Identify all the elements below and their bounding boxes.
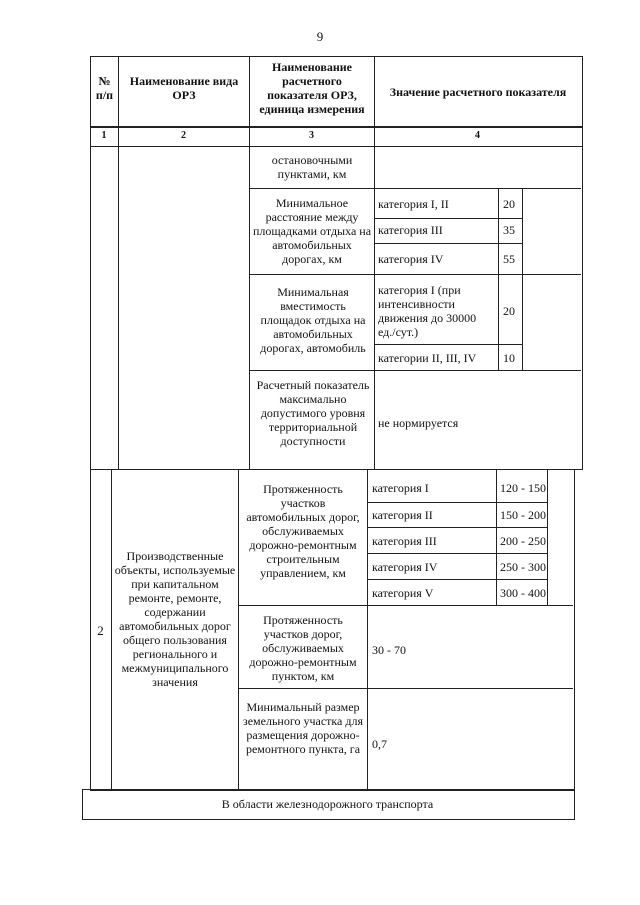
header-col-value: Значение расчетного показателя	[389, 85, 567, 99]
s1-line-d	[249, 274, 581, 275]
drsu-val-3: 200 - 250	[500, 534, 546, 548]
num-3: 3	[309, 130, 314, 141]
drsu-cat-2: категория II	[372, 508, 433, 522]
rest-distance-cat-2: категория III	[378, 223, 443, 237]
section-2-col1-line	[111, 469, 112, 789]
s1-right-edge-inner	[522, 188, 523, 370]
section-2-col2-line	[238, 469, 239, 789]
section-1-col1-line	[118, 145, 119, 469]
drsu-cat-1: категория I	[372, 481, 429, 495]
rest-distance-param: Минимальное расстояние между площадками отдыха на автомобильных дорогах, км	[252, 196, 372, 266]
drsu-val-5: 300 - 400	[500, 586, 546, 600]
s1-line-a	[249, 188, 581, 189]
length-drsu-param: Протяженность участков автомобильных дорог, обслуживаемых дорожно-ремонтным строительным управлением, км	[246, 482, 360, 580]
header-col-number: № п/п	[95, 74, 114, 102]
rest-distance-val-3: 55	[503, 252, 515, 266]
drsu-cat-4: категория IV	[372, 560, 438, 574]
drsu-val-2: 150 - 200	[500, 508, 546, 522]
section-1-col2-line	[249, 145, 250, 469]
rest-distance-val-1: 20	[503, 197, 515, 211]
length-drp-param: Протяженность участков дорог, обслуживаемых дорожно-ремонтным пунктом, км	[249, 613, 357, 683]
rest-distance-val-2: 35	[503, 223, 515, 237]
rest-capacity-cat-1: категория I (при интенсивности движения до 30000 ед./сут.)	[378, 283, 477, 339]
header-col-type: Наименование вида ОРЗ	[129, 74, 239, 102]
accessibility-value: не нормируется	[378, 416, 459, 430]
s2-value-divider	[496, 469, 497, 605]
section-2-col3-line	[367, 469, 368, 789]
s1-line-e	[374, 344, 522, 345]
page-number: 9	[316, 29, 324, 44]
rest-capacity-val-1: 20	[503, 304, 515, 318]
s1-line-c	[374, 243, 522, 244]
section-1-col3-line	[374, 145, 375, 469]
drsu-cat-3: категория III	[372, 534, 437, 548]
s1-value-divider	[498, 188, 499, 370]
s2-right-edge-inner	[547, 469, 548, 605]
s2-line-e	[238, 605, 573, 606]
section-2-type: Производственные объекты, используемые при капитальном ремонте, ремонте, содержании автомобильных дорог общего пользования регионального и межмуниципального значения	[114, 549, 236, 689]
s2-line-f	[238, 688, 573, 689]
s2-line-a	[367, 502, 547, 503]
continued-param: остановочными пунктами, км	[271, 153, 353, 181]
num-1: 1	[101, 130, 107, 141]
s1-line-f	[249, 370, 581, 371]
length-drp-value: 30 - 70	[372, 643, 406, 657]
header-col-parameter: Наименование расчетного показателя ОРЗ, единица измерения	[259, 60, 365, 116]
rest-capacity-val-2: 10	[503, 351, 515, 365]
land-size-value: 0,7	[372, 737, 387, 751]
num-4: 4	[475, 130, 480, 141]
footer-section-title: В области железнодорожного транспорта	[221, 797, 434, 811]
rest-distance-cat-3: категория IV	[378, 252, 444, 266]
s2-line-c	[367, 553, 547, 554]
num-2: 2	[181, 130, 186, 141]
rest-distance-cat-1: категория I, II	[378, 197, 449, 211]
s2-line-d	[367, 579, 547, 580]
drsu-cat-5: категория V	[372, 586, 434, 600]
rest-capacity-cat-2: категории II, III, IV	[378, 351, 477, 365]
drsu-val-4: 250 - 300	[500, 560, 546, 574]
rest-capacity-param: Минимальная вместимость площадок отдыха на автомобильных дорогах, автомобиль	[260, 285, 366, 355]
drsu-val-1: 120 - 150	[500, 481, 546, 495]
land-size-param: Минимальный размер земельного участка для размещения дорожно-ремонтного пункта, га	[242, 700, 363, 756]
section-2-number: 2	[97, 623, 104, 638]
accessibility-param: Расчетный показатель максимально допустимого уровня территориальной доступности	[256, 378, 370, 448]
s2-line-b	[367, 527, 547, 528]
s1-line-b	[374, 218, 522, 219]
